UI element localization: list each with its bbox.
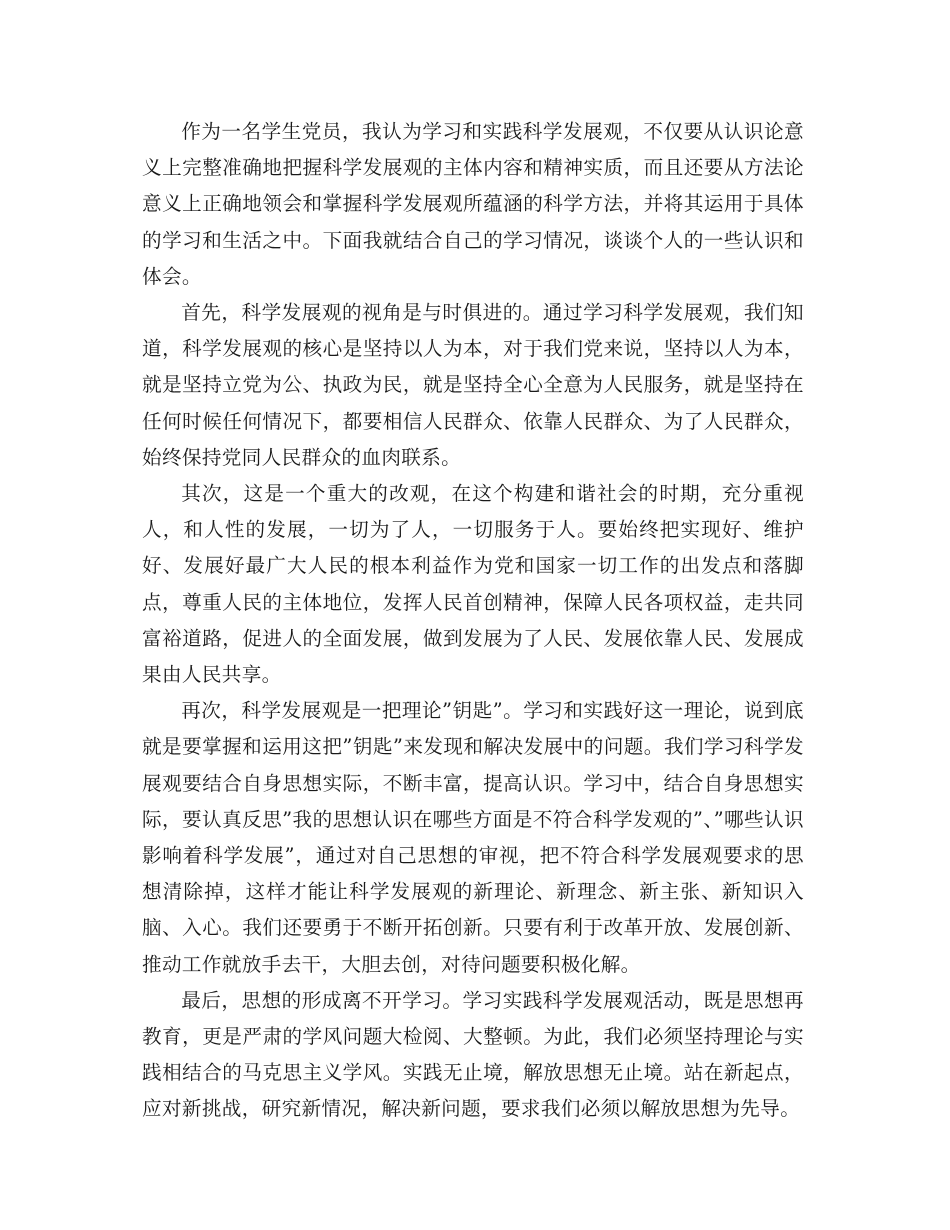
paragraph-3: 其次，这是一个重大的改观，在这个构建和谐社会的时期，充分重视人，和人性的发展，一切为了人，一切服务于人。要始终把实现好、维护好、发展好最广大人民的根本利益作为党和国家一切工作的出发点和落脚点，尊重人民的主体地位，发挥人民首创精神，保障人民各项权益，走共同富裕道路，促进人的全面发展，做到发展为了人民、发展依靠人民、发展成果由人民共享。 bbox=[142, 482, 804, 687]
paragraph-4: 再次，科学发展观是一把理论”钥匙”。学习和实践好这一理论，说到底就是要掌握和运用这把”钥匙”来发现和解决发展中的问题。我们学习科学发展观要结合自身思想实际，不断丰富，提高认识。学习中，结合自身思想实际，要认真反思”我的思想认识在哪些方面是不符合科学发观的”、”哪些认识影响着科学发展”，通过对自己思想的审视，把不符合科学发展观要求的思想清除掉，这样才能让科学发展观的新理论、新理念、新主张、新知识入脑、入心。我们还要勇于不断开拓创新。只要有利于改革开放、发展创新、推动工作就放手去干，大胆去创，对待问题要积极化解。 bbox=[142, 699, 804, 976]
document-body bbox=[142, 114, 804, 1128]
paragraph-5: 最后，思想的形成离不开学习。学习实践科学发展观活动，既是思想再教育，更是严肃的学风问题大检阅、大整顿。为此，我们必须坚持理论与实践相结合的马克思主义学风。实践无止境，解放思想无止境。站在新起点，应对新挑战，研究新情况，解决新问题，要求我们必须以解放思想为先导。 bbox=[142, 988, 804, 1121]
paragraph-2: 首先，科学发展观的视角是与时俱进的。通过学习科学发展观，我们知道，科学发展观的核心是坚持以人为本，对于我们党来说，坚持以人为本，就是坚持立党为公、执政为民，就是坚持全心全意为人民服务，就是坚持在任何时候任何情况下，都要相信人民群众、依靠人民群众、为了人民群众，始终保持党同人民群众的血肉联系。 bbox=[142, 301, 804, 469]
paragraph-1: 作为一名学生党员，我认为学习和实践科学发展观，不仅要从认识论意义上完整准确地把握科学发展观的主体内容和精神实质，而且还要从方法论意义上正确地领会和掌握科学发展观所蕴涵的科学方法，并将其运用于具体的学习和生活之中。下面我就结合自己的学习情况，谈谈个人的一些认识和体会。 bbox=[142, 120, 804, 288]
